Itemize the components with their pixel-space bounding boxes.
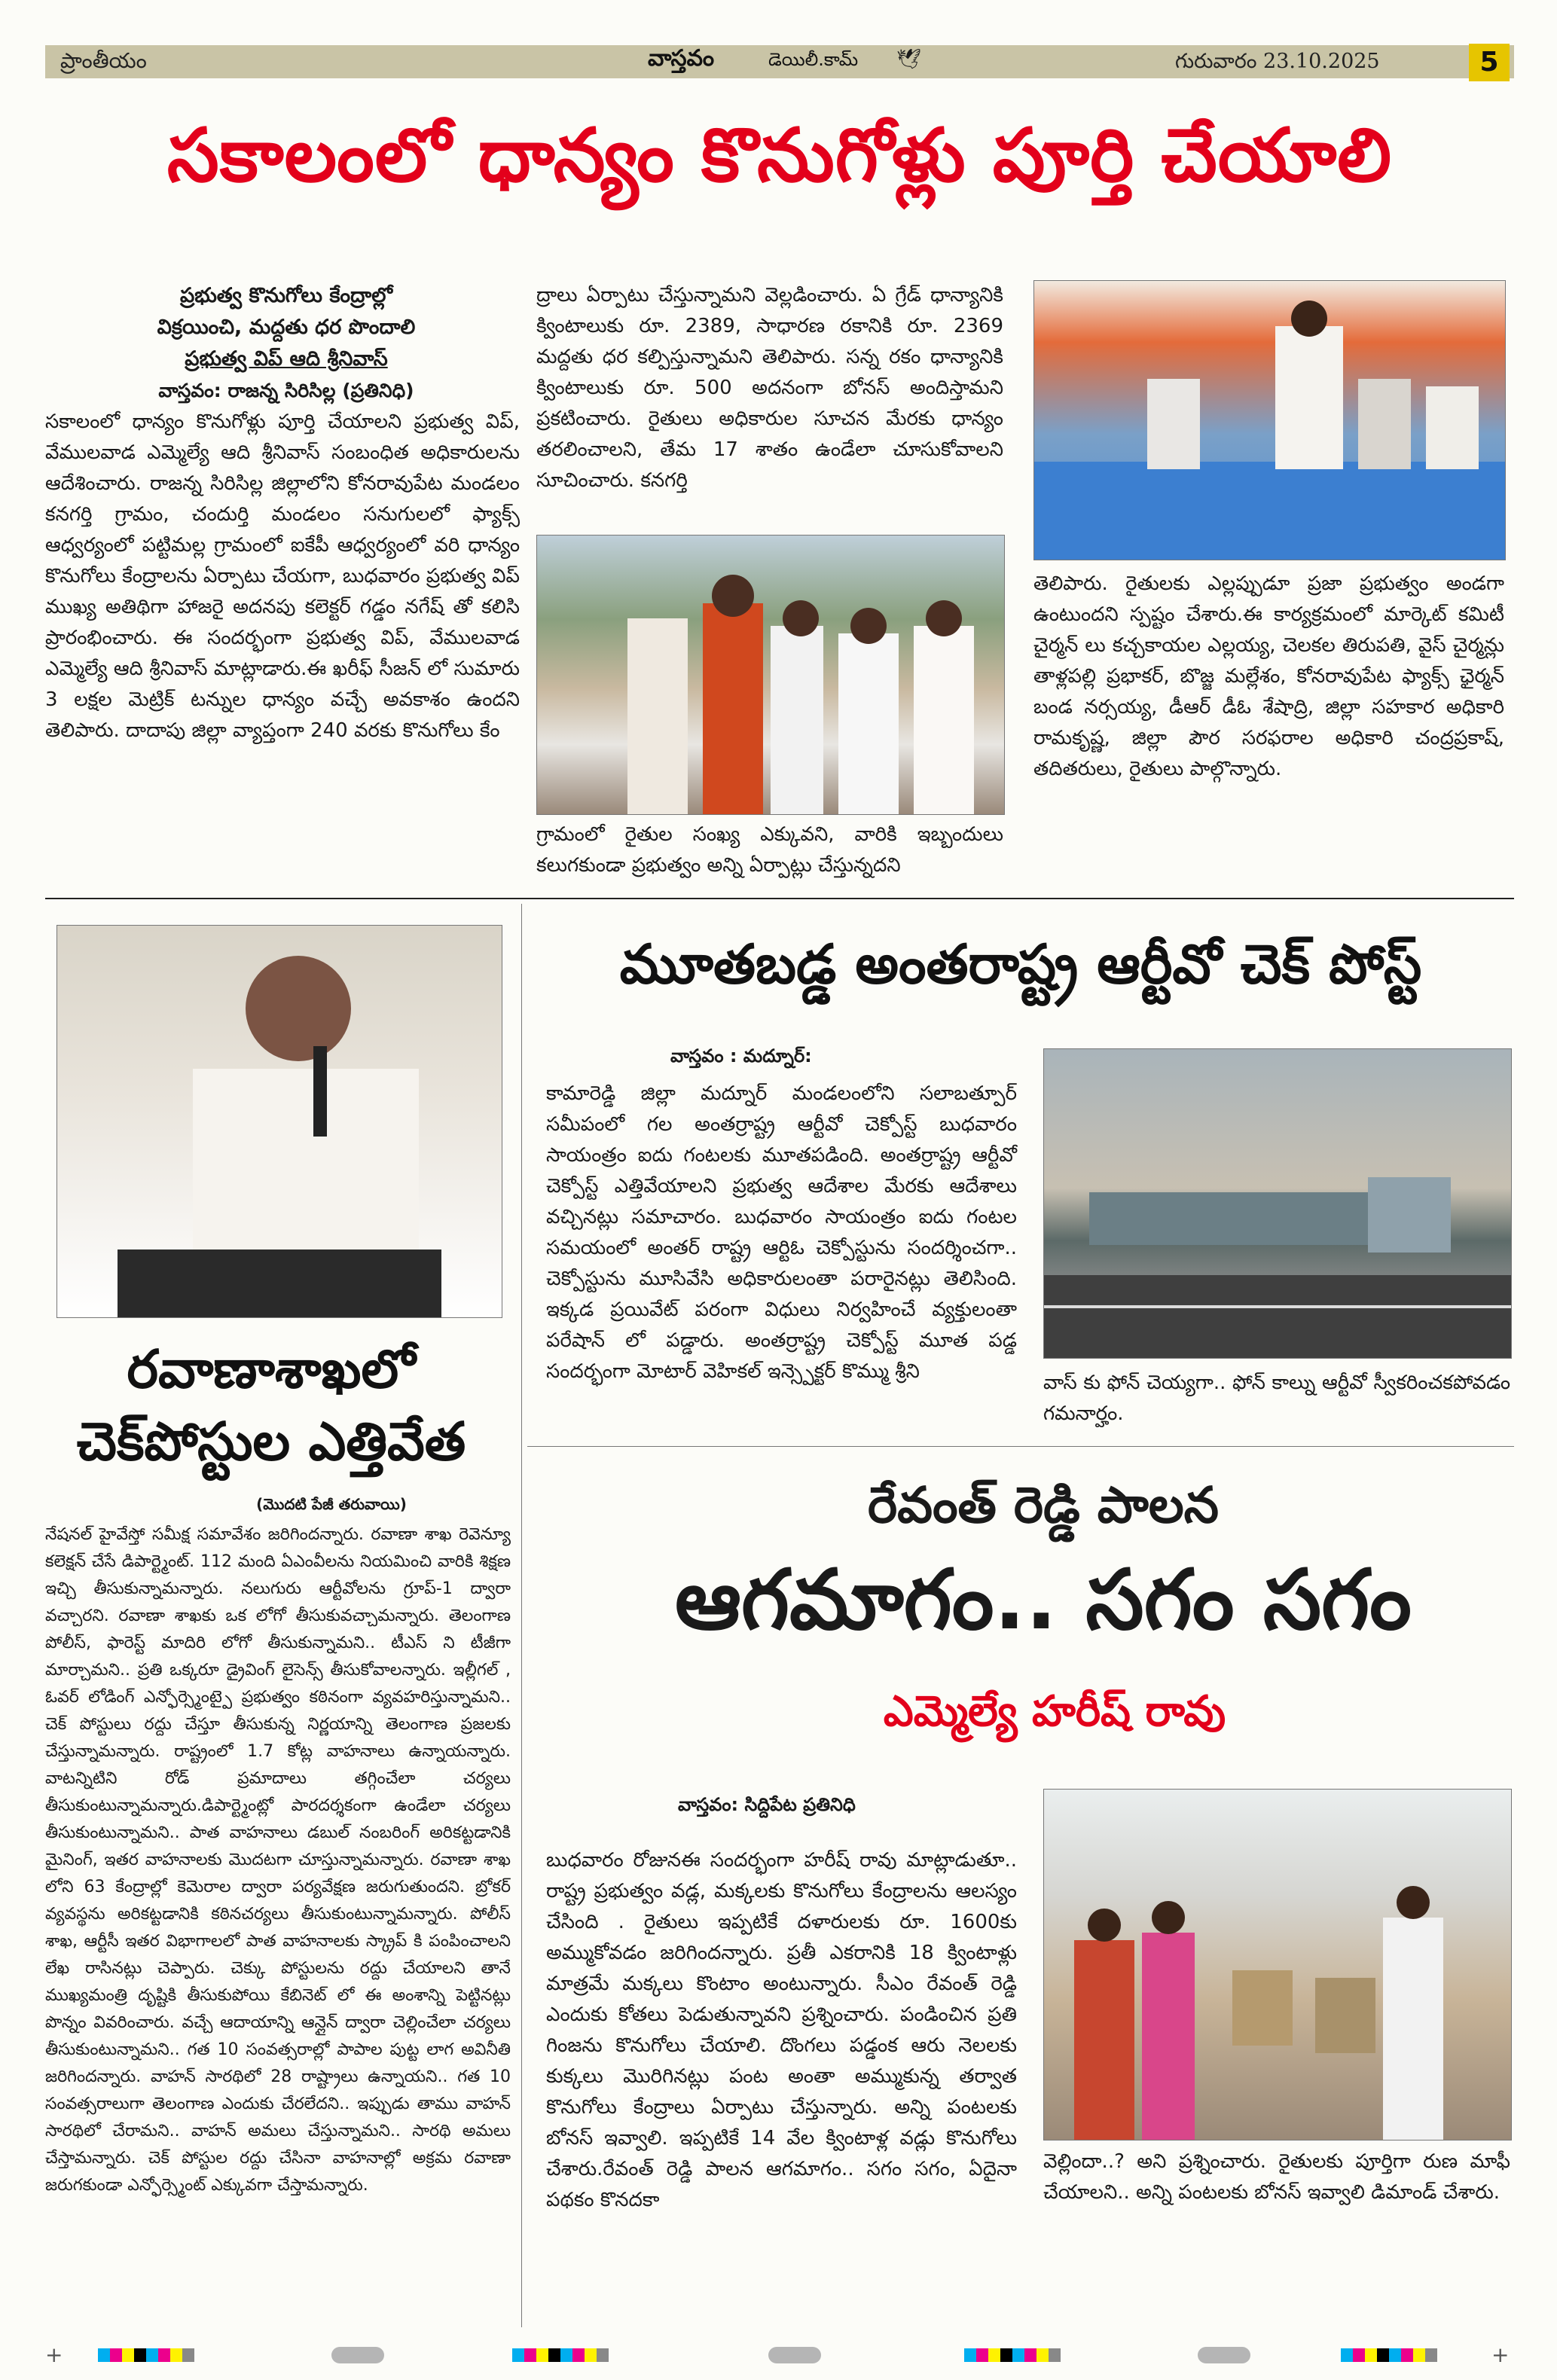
story4-dateline: వాస్తవం: సిద్దిపేట ప్రతినిధి — [678, 1794, 856, 1815]
main-headline: సకాలంలో ధాన్యం కొనుగోళ్లు పూర్తి చేయాలి — [166, 113, 1393, 199]
story3-headline-line2: చెక్‌పోస్టుల ఎత్తివేత — [76, 1411, 466, 1472]
photo-farmers-meeting — [1043, 1789, 1512, 2140]
story2-headline: మూతబడ్డ అంతరాష్ట్ర ఆర్టీవో చెక్ పోస్ట్ — [619, 932, 1422, 996]
story1-column-1: సకాలంలో ధాన్యం కొనుగోళ్లు పూర్తి చేయాలని ప్రభుత్వ విప్, వేములవాడ ఎమ్మెల్యే ఆది శ్రీనివాస్ సంబంధిత అధికారులను ఆదేశించారు. రాజన్న సిరిసిల్ల జిల్లాలోని కోనరావుపేట మండలం కనగర్తి గ్రామం, చందుర్తి మండలం సనుగులలో ఫ్యాక్స్ ఆధ్వర్యంలో పట్టిమల్ల గ్రామంలో ఐకేపీ ఆధ్వర్యంలో వరి ధాన్యం కొనుగోలు కేంద్రాలను ఏర్పాటు చేయగా, బుధవారం ప్రభుత్వ విప్ ముఖ్య అతిథిగా హాజరై అదనపు కలెక్టర్ గడ్డం నగేష్ తో కలిసి ప్రారంభించారు. ఈ సందర్భంగా ప్రభుత్వ విప్, వేములవాడ ఎమ్మెల్యే ఆది శ్రీనివాస్ మాట్లాడారు.ఈ ఖరీఫ్ సీజన్ లో సుమారు 3 లక్షల మెట్రిక్ టన్నుల ధాన్యం వచ్చే అవకాశం ఉందని తెలిపారు. దాదాపు జిల్లా వ్యాప్తంగా 240 వరకు కొనుగోలు కేం — [45, 410, 521, 742]
story2-caption: వాస్ కు ఫోన్ చెయ్యగా.. ఫోన్ కాల్ను ఆర్టీవో స్వీకరించకపోవడం గమనార్హం. — [1043, 1372, 1510, 1425]
bird-icon: 🕊 — [896, 48, 922, 71]
section-label: ప్రాంతీయం — [60, 48, 147, 73]
crosshair-icon: + — [45, 2342, 63, 2367]
dateline: వాస్తవం: రాజన్న సిరిసిల్ల (ప్రతినిధి) — [158, 380, 414, 401]
registration-pill-icon — [768, 2347, 821, 2363]
story3-headline — [60, 1333, 482, 1478]
photo-closed-checkpost — [1043, 1048, 1512, 1359]
brand-subname: డెయిలీ.కామ్ — [768, 49, 859, 70]
people-silhouettes — [537, 536, 1004, 814]
story4-caption: వెల్లిందా..? అని ప్రశ్నించారు. రైతులకు పూర్తిగా రుణ మాఫీ చేయాలని.. అన్ని పంటలకు బోనస్ ఇవ్వాలి డిమాండ్ చేశారు. — [1043, 2150, 1510, 2204]
vertical-divider — [521, 904, 522, 2327]
color-bar-icon — [512, 2348, 609, 2362]
brand-name: వాస్తవం — [648, 45, 715, 72]
issue-date: గురువారం 23.10.2025 — [1175, 50, 1380, 73]
speaker-figure — [57, 926, 502, 1317]
color-bar-icon — [98, 2348, 194, 2362]
registration-pill-icon — [1198, 2347, 1250, 2363]
story4-body: బుధవారం రోజునఈ సందర్భంగా హరీష్ రావు మాట్లాడుతూ.. రాష్ట్ర ప్రభుత్వం వడ్ల, మక్కలకు కొనుగోలు కేంద్రాలను ఆలస్యం చేసింది . రైతులు ఇప్పటికే దళారులకు రూ. 1600కు అమ్ముకోవడం జరిగిందన్నారు. ప్రతీ ఎకరానికి 18 క్వింటాళ్లు మాత్రమే మక్కలు కొంటాం అంటున్నారు. సీఎం రేవంత్ రెడ్డి ఎందుకు కోతలు పెడుతున్నావని ప్రశ్నించారు. పండించిన ప్రతి గింజను కొనుగోలు చేయాలి. దొంగలు పడ్డంక ఆరు నెలలకు కుక్కలు మొరిగినట్లు పంట అంతా అమ్ముకున్న తర్వాత కొనుగోలు కేంద్రాలు ఏర్పాటు చేస్తున్నారు. అన్ని పంటలకు బోనస్ ఇవ్వాలి. ఇప్పటికే 14 వేల క్వింటాళ్ల వడ్లు కొనుగోలు చేశారు.రేవంత్ రెడ్డి పాలన ఆగమాగం.. సగం సగం, ఏదైనా పథకం కొనదకా — [546, 1849, 1017, 2211]
subhead-2: విక్రయించి, మద్దతు ధర పొందాలి — [157, 316, 416, 339]
crowd-figures — [1044, 1790, 1511, 2140]
section-divider-1 — [45, 898, 1514, 899]
page-number: 5 — [1469, 44, 1510, 81]
story2-body: కామారెడ్డి జిల్లా మద్నూర్ మండలంలోని సలాబత్పూర్ సమీపంలో గల అంతర్రాష్ట్ర ఆర్టీవో చెక్పోస్ట్ బుధవారం సాయంత్రం ఐదు గంటలకు మూతపడింది. అంతర్రాష్ట్ర ఆర్టీవో చెక్పోస్ట్ ఎత్తివేయాలని ప్రభుత్వ ఆదేశాల మేరకు ఆదేశాలు వచ్చినట్లు సమాచారం. బుధవారం సాయంత్రం ఐదు గంటల సమయంలో అంతర్ రాష్ట్ర ఆర్టిఓ చెక్పోస్టును సందర్శించగా.. చెక్పోస్టును మూసివేసి అధికారులంతా పరారైనట్లు తెలిసింది. ఇక్కడ ప్రయివేట్ పరంగా విధులు నిర్వహించే వ్యక్తులంతా పరేషాన్ లో పడ్డారు. అంతర్రాష్ట్ర చెక్పోస్ట్ మూత పడ్డ సందర్భంగా మోటార్ వెహికల్ ఇన్స్పెక్టర్ కొమ్ము శ్రీని — [546, 1082, 1017, 1383]
color-bar-icon — [964, 2348, 1061, 2362]
story3-body: నేషనల్ హైవేస్తో సమీక్ష సమావేశం జరిగిందన్నారు. రవాణా శాఖ రెవెన్యూ కలెక్షన్ చేసే డిపార్ట్మెంట్. 112 మంది ఏఎంవీలను నియమించి వారికి శిక్షణ ఇచ్చి తీసుకున్నామన్నారు. నలుగురు ఆర్టీవోలను గ్రూప్-1 ద్వారా వచ్చారని. రవాణా శాఖకు ఒక లోగో తీసుకువచ్చామన్నారు. తెలంగాణ పోలీస్, ఫారెస్ట్ మాదిరి లోగో తీసుకున్నామని.. టీఎస్ ని టీజీగా మార్చామని.. ప్రతి ఒక్కరూ డ్రైవింగ్ లైసెన్స్ తీసుకోవాలన్నారు. ఇల్లీగల్ , ఓవర్ లోడింగ్ ఎన్ఫోర్స్మెంట్పై ప్రభుత్వం కఠినంగా వ్యవహరిస్తున్నామని.. చెక్ పోస్టులు రద్దు చేస్తూ తీసుకున్న నిర్ణయాన్ని తెలంగాణ ప్రజలకు చేస్తున్నామన్నారు. రాష్ట్రంలో 1.7 కోట్ల వాహనాలు ఉన్నాయన్నారు. వాటన్నిటిని రోడ్ ప్రమాదాలు తగ్గించేలా చర్యలు తీసుకుంటున్నామన్నారు.డిపార్ట్మెంట్లో పారదర్శకంగా ఉండేలా చర్యలు తీసుకుంటున్నామని.. పాత వాహనాలు డబుల్ నంబరింగ్ అరికట్టడానికి మైనింగ్, ఇతర వాహనాలకు మొదటగా చూస్తున్నామన్నారు. రవాణా శాఖ లోని 63 కేంద్రాల్లో కెమెరాల ద్వారా పర్యవేక్షణ జరుగుతుందని. బ్రోకర్ వ్యవస్థను అరికట్టడానికి కఠినచర్యలు తీసుకుంటున్నామన్నారు. పోలీస్ శాఖ, ఆర్టీసీ ఇతర విభాగాలలో పాత వాహనాలకు స్క్రాప్ కి పంపించాలని లేఖ రాసినట్లు చెప్పారు. చెక్కు పోస్టులను రద్దు చేయాలని తానే ముఖ్యమంత్రి దృష్టికి తీసుకుపోయి కేబినెట్ లో ఈ అంశాన్ని పెట్టినట్లు పొన్నం వివరించారు. వచ్చే ఆదాయాన్ని ఆన్లైన్ ద్వారా చెల్లించేలా చర్యలు తీసుకుంటున్నామని.. గత 10 సంవత్సరాల్లో పాపాల పుట్ట లాగ అవినీతి జరిగిందన్నారు. వాహన్ సారథిలో 28 రాష్ట్రాలు ఉన్నాయని.. గత 10 సంవత్సరాలుగా తెలంగాణ ఎందుకు చేరలేదని.. ఇప్పుడు తాము వాహన్ సారథిలో చేరామని.. వాహన్ అమలు చేస్తున్నామని.. సారథి అమలు చేస్తామన్నారు. చెక్ పోస్టుల రద్దు చేసినా వాహనాల్లో అక్రమ రవాణా జరుగకుండా ఎన్ఫోర్స్మెంట్ ఎక్కువగా చేస్తామన్నారు. — [45, 1525, 511, 2195]
story3-headline-line1: రవాణాశాఖలో — [127, 1338, 416, 1400]
color-bar-icon — [1341, 2348, 1437, 2362]
masthead-band — [45, 45, 1514, 78]
story4-attribution: ఎమ్మెల్యే హరీష్ రావు — [883, 1687, 1226, 1736]
story1-column-2: ద్రాలు ఏర్పాటు చేస్తున్నామని వెల్లడించారు. ఏ గ్రేడ్ ధాన్యానికి క్వింటాలుకు రూ. 2389, సాధారణ రకానికి రూ. 2369 మద్దతు ధర కల్పిస్తున్నామని తెలిపారు. సన్న రకం ధాన్యానికి క్వింటాలుకు రూ. 500 అదనంగా బోనస్ అందిస్తామని ప్రకటించారు. రైతులు అధికారుల సూచన మేరకు ధాన్యం తరలించాలని, తేమ 17 శాతం ఉండేలా చూసుకోవాలని సూచించారు. కనగర్తి — [536, 284, 1003, 492]
photo-procurement-event — [1033, 280, 1506, 560]
story4-headline: ఆగమాగం.. సగం సగం — [675, 1552, 1412, 1648]
story1-column-2-bottom: గ్రామంలో రైతుల సంఖ్య ఎక్కువని, వారికి ఇబ్బందులు కలుగకుండా ప్రభుత్వం అన్ని ఏర్పాట్లు చేస్తున్నదని — [536, 823, 1003, 877]
crosshair-icon: + — [1491, 2342, 1510, 2367]
subhead-3: ప్రభుత్వ విప్ ఆది శ్రీనివాస్ — [185, 347, 388, 371]
checkpost-structure — [1044, 1049, 1511, 1358]
story4-kicker: రేవంత్ రెడ్డి పాలన — [868, 1476, 1219, 1534]
photo-minister-speaking — [56, 925, 502, 1318]
section-divider-2 — [527, 1446, 1514, 1447]
story1-column-3: తెలిపారు. రైతులకు ఎల్లప్పుడూ ప్రజా ప్రభుత్వం అండగా ఉంటుందని స్పష్టం చేశారు.ఈ కార్యక్రమంలో మార్కెట్ కమిటీ చైర్మన్ లు కచ్చకాయల ఎల్లయ్య, చెలకల తిరుపతి, వైస్ చైర్మన్లు తాళ్లపల్లి ప్రభాకర్, బొజ్జ మల్లేశం, కోనరావుపేట ఫ్యాక్స్ ఛైర్మన్ బండ నర్సయ్య, డీఆర్ డీఓ శేషాద్రి, జిల్లా సహకార అధికారి రామకృష్ణ, జిల్లా పౌర సరఫరాల అధికారి చంద్రప్రకాష్, తదితరులు, రైతులు పాల్గొన్నారు. — [1033, 572, 1504, 780]
event-stage — [1034, 281, 1505, 560]
subhead-1: ప్రభుత్వ కొనుగోలు కేంద్రాల్లో — [180, 284, 392, 307]
registration-pill-icon — [331, 2347, 384, 2363]
print-registration-marks — [45, 2342, 1514, 2365]
story2-dateline: వాస్తవం : మద్నూర్: — [670, 1045, 812, 1066]
story1-subheads — [60, 280, 512, 407]
photo-grain-inspection — [536, 535, 1005, 815]
continued-label: (మొదటి పేజీ తరువాయి) — [256, 1495, 407, 1513]
